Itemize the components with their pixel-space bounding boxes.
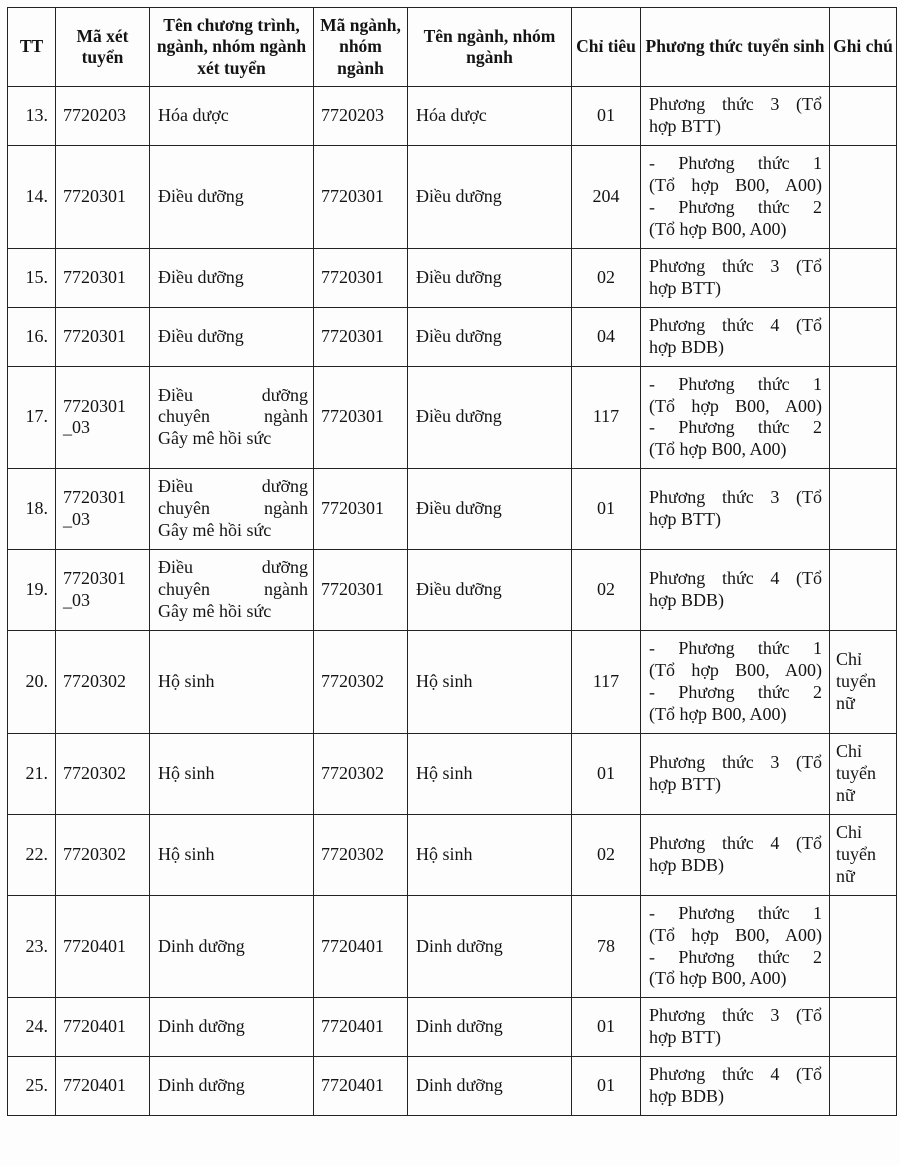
cell-line: Điều dưỡng — [158, 266, 244, 287]
col-header-ten-chuong-trinh: Tên chương trình, ngành, nhóm ngành xét tuyển — [150, 8, 314, 87]
cell-line: 7720302 — [63, 671, 126, 692]
table-row — [8, 733, 897, 814]
cell-chi-tieu: 01 — [572, 87, 641, 146]
cell-line: - Phương thức 2 — [649, 417, 822, 438]
cell-line: 7720302 — [63, 762, 126, 783]
cell-ten-nganh: Hộ sinh — [408, 733, 572, 814]
cell-line: 7720301 — [63, 325, 126, 346]
table-row — [8, 550, 897, 631]
cell-phuong-thuc — [641, 87, 830, 146]
cell-ma-nganh: 7720401 — [314, 998, 408, 1057]
cell-line: hợp BDB) — [649, 1086, 725, 1107]
cell-line: _03 — [63, 509, 90, 530]
table-row — [8, 469, 897, 550]
cell-chi-tieu: 78 — [572, 895, 641, 998]
cell-ten-chuong-trinh — [150, 145, 314, 248]
cell-ma-nganh: 7720301 — [314, 469, 408, 550]
table-row — [8, 248, 897, 307]
cell-line: (Tổ hợp B00, A00) — [649, 924, 822, 945]
cell-line: Phương thức 4 (Tổ — [649, 832, 822, 853]
cell-ten-nganh: Điều dưỡng — [408, 145, 572, 248]
cell-phuong-thuc — [641, 1057, 830, 1116]
cell-tt: 25. — [8, 1057, 56, 1116]
cell-tt: 21. — [8, 733, 56, 814]
cell-ma-xet-tuyen — [56, 87, 150, 146]
cell-ma-nganh: 7720203 — [314, 87, 408, 146]
cell-line: Phương thức 3 (Tổ — [649, 255, 822, 276]
cell-line: tuyển — [836, 762, 876, 783]
cell-ten-chuong-trinh — [150, 814, 314, 895]
table-row — [8, 814, 897, 895]
cell-line: Gây mê hồi sức — [158, 520, 272, 541]
cell-ten-chuong-trinh — [150, 895, 314, 998]
cell-line: hợp BTT) — [649, 509, 722, 530]
cell-ten-chuong-trinh — [150, 248, 314, 307]
cell-ma-xet-tuyen — [56, 550, 150, 631]
cell-line: (Tổ hợp B00, A00) — [649, 703, 787, 724]
cell-ten-nganh: Hộ sinh — [408, 814, 572, 895]
cell-chi-tieu: 02 — [572, 550, 641, 631]
cell-line: - Phương thức 1 — [649, 373, 822, 394]
cell-ma-nganh: 7720302 — [314, 814, 408, 895]
cell-ten-nganh: Dinh dưỡng — [408, 895, 572, 998]
cell-line: 7720301 — [63, 568, 126, 589]
cell-tt: 14. — [8, 145, 56, 248]
cell-line: 7720302 — [63, 843, 126, 864]
cell-line: nữ — [836, 865, 855, 886]
cell-ten-nganh: Dinh dưỡng — [408, 1057, 572, 1116]
cell-line: _03 — [63, 590, 90, 611]
table-row — [8, 366, 897, 469]
cell-line: 7720301 — [63, 266, 126, 287]
cell-line: Dinh dưỡng — [158, 935, 245, 956]
cell-ma-xet-tuyen — [56, 895, 150, 998]
cell-line: - Phương thức 1 — [649, 638, 822, 659]
cell-tt: 18. — [8, 469, 56, 550]
cell-line: Điều dưỡng — [158, 325, 244, 346]
cell-ghi-chu — [830, 895, 897, 998]
cell-ten-nganh: Hóa dược — [408, 87, 572, 146]
cell-line: nữ — [836, 692, 855, 713]
cell-ghi-chu — [830, 248, 897, 307]
table-row — [8, 87, 897, 146]
cell-ten-chuong-trinh — [150, 733, 314, 814]
cell-ma-xet-tuyen — [56, 814, 150, 895]
cell-tt: 16. — [8, 307, 56, 366]
cell-chi-tieu: 01 — [572, 469, 641, 550]
cell-line: 7720401 — [63, 935, 126, 956]
cell-ten-chuong-trinh — [150, 469, 314, 550]
cell-ten-nganh: Điều dưỡng — [408, 550, 572, 631]
cell-chi-tieu: 01 — [572, 998, 641, 1057]
cell-line: Gây mê hồi sức — [158, 428, 272, 449]
cell-tt: 20. — [8, 631, 56, 734]
cell-ma-nganh: 7720401 — [314, 1057, 408, 1116]
cell-ghi-chu — [830, 814, 897, 895]
cell-line: Phương thức 3 (Tổ — [649, 751, 822, 772]
table-row — [8, 1057, 897, 1116]
cell-line: Dinh dưỡng — [158, 1016, 245, 1037]
cell-ma-xet-tuyen — [56, 998, 150, 1057]
cell-phuong-thuc — [641, 895, 830, 998]
cell-ten-nganh: Điều dưỡng — [408, 366, 572, 469]
cell-chi-tieu: 02 — [572, 814, 641, 895]
cell-tt: 24. — [8, 998, 56, 1057]
cell-ghi-chu — [830, 307, 897, 366]
cell-line: Điều dưỡng — [158, 384, 308, 405]
cell-line: 7720301 — [63, 487, 126, 508]
col-header-ma-nganh: Mã ngành, nhóm ngành — [314, 8, 408, 87]
cell-ma-nganh: 7720301 — [314, 366, 408, 469]
cell-ten-chuong-trinh — [150, 87, 314, 146]
cell-phuong-thuc — [641, 248, 830, 307]
cell-ghi-chu — [830, 87, 897, 146]
cell-line: tuyển — [836, 843, 876, 864]
cell-line: Điều dưỡng — [158, 476, 308, 497]
cell-line: Phương thức 4 (Tổ — [649, 314, 822, 335]
cell-phuong-thuc — [641, 631, 830, 734]
cell-tt: 23. — [8, 895, 56, 998]
cell-line: Điều dưỡng — [158, 557, 308, 578]
table-body — [8, 87, 897, 1116]
cell-ten-chuong-trinh — [150, 550, 314, 631]
cell-chi-tieu: 117 — [572, 366, 641, 469]
cell-line: 7720401 — [63, 1016, 126, 1037]
cell-line: Chỉ — [836, 740, 863, 761]
cell-line: - Phương thức 2 — [649, 196, 822, 217]
cell-line: chuyên ngành — [158, 579, 308, 600]
cell-line: - Phương thức 2 — [649, 682, 822, 702]
cell-line: (Tổ hợp B00, A00) — [649, 439, 787, 460]
cell-ten-nganh: Điều dưỡng — [408, 248, 572, 307]
cell-line: 7720203 — [63, 105, 126, 125]
cell-line: Phương thức 4 (Tổ — [649, 568, 822, 589]
cell-line: Hóa dược — [158, 105, 229, 125]
col-header-tt: TT — [8, 8, 56, 87]
cell-chi-tieu: 02 — [572, 248, 641, 307]
cell-phuong-thuc — [641, 145, 830, 248]
cell-line: Chỉ — [836, 821, 863, 842]
cell-ma-nganh: 7720301 — [314, 550, 408, 631]
cell-ghi-chu — [830, 366, 897, 469]
cell-line: Phương thức 4 (Tổ — [649, 1064, 822, 1085]
cell-line: (Tổ hợp B00, A00) — [649, 218, 787, 239]
cell-ghi-chu — [830, 733, 897, 814]
cell-ten-chuong-trinh — [150, 631, 314, 734]
cell-chi-tieu: 04 — [572, 307, 641, 366]
cell-line: hợp BDB) — [649, 854, 725, 875]
cell-ghi-chu — [830, 469, 897, 550]
cell-line: hợp BTT) — [649, 1027, 722, 1048]
cell-ghi-chu — [830, 145, 897, 248]
cell-line: Hộ sinh — [158, 671, 215, 692]
cell-ma-xet-tuyen — [56, 631, 150, 734]
cell-line: - Phương thức 2 — [649, 946, 822, 967]
cell-line: Điều dưỡng — [158, 185, 244, 206]
admission-quota-table — [7, 7, 897, 1116]
cell-line: hợp BTT) — [649, 773, 722, 794]
table-row — [8, 631, 897, 734]
cell-line: Phương thức 3 (Tổ — [649, 1005, 822, 1026]
cell-line: - Phương thức 1 — [649, 902, 822, 923]
cell-tt: 15. — [8, 248, 56, 307]
col-header-chi-tieu: Chỉ tiêu — [572, 8, 641, 87]
cell-line: Gây mê hồi sức — [158, 601, 272, 622]
cell-ten-nganh: Điều dưỡng — [408, 307, 572, 366]
cell-line: chuyên ngành — [158, 406, 308, 427]
cell-line: Hộ sinh — [158, 843, 215, 864]
cell-line: hợp BTT) — [649, 115, 722, 136]
cell-ma-xet-tuyen — [56, 145, 150, 248]
cell-ma-xet-tuyen — [56, 1057, 150, 1116]
cell-line: tuyển — [836, 671, 876, 692]
cell-line: Hộ sinh — [158, 762, 215, 783]
cell-phuong-thuc — [641, 366, 830, 469]
cell-chi-tieu: 117 — [572, 631, 641, 734]
cell-chi-tieu: 204 — [572, 145, 641, 248]
cell-phuong-thuc — [641, 469, 830, 550]
cell-ten-nganh: Dinh dưỡng — [408, 998, 572, 1057]
cell-ma-nganh: 7720301 — [314, 307, 408, 366]
cell-phuong-thuc — [641, 733, 830, 814]
cell-ten-chuong-trinh — [150, 1057, 314, 1116]
cell-ghi-chu — [830, 1057, 897, 1116]
cell-line: - Phương thức 1 — [649, 152, 822, 173]
cell-line: hợp BTT) — [649, 277, 722, 298]
cell-ma-xet-tuyen — [56, 469, 150, 550]
table-row — [8, 307, 897, 366]
cell-line: Phương thức 3 (Tổ — [649, 487, 822, 508]
cell-line: (Tổ hợp B00, A00) — [649, 660, 822, 681]
cell-phuong-thuc — [641, 550, 830, 631]
cell-line: 7720301 — [63, 185, 126, 206]
cell-ghi-chu — [830, 998, 897, 1057]
cell-line: (Tổ hợp B00, A00) — [649, 968, 787, 989]
col-header-ten-nganh: Tên ngành, nhóm ngành — [408, 8, 572, 87]
cell-ghi-chu — [830, 550, 897, 631]
cell-line: 7720301 — [63, 395, 126, 416]
cell-phuong-thuc — [641, 307, 830, 366]
cell-ma-xet-tuyen — [56, 733, 150, 814]
cell-tt: 22. — [8, 814, 56, 895]
cell-ten-nganh: Điều dưỡng — [408, 469, 572, 550]
cell-chi-tieu: 01 — [572, 1057, 641, 1116]
cell-chi-tieu: 01 — [572, 733, 641, 814]
cell-ma-nganh: 7720302 — [314, 631, 408, 734]
cell-line: hợp BDB) — [649, 590, 725, 611]
cell-line: hợp BDB) — [649, 336, 725, 357]
col-header-ma-xet-tuyen: Mã xét tuyển — [56, 8, 150, 87]
cell-line: 7720401 — [63, 1075, 126, 1096]
table-row — [8, 998, 897, 1057]
header-row — [8, 8, 897, 87]
table-row — [8, 145, 897, 248]
cell-line: (Tổ hợp B00, A00) — [649, 174, 822, 195]
col-header-ghi-chu: Ghi chú — [830, 8, 897, 87]
table-row — [8, 895, 897, 998]
cell-ten-nganh: Hộ sinh — [408, 631, 572, 734]
cell-ten-chuong-trinh — [150, 998, 314, 1057]
cell-line: Chỉ — [836, 649, 863, 670]
cell-phuong-thuc — [641, 998, 830, 1057]
cell-line: (Tổ hợp B00, A00) — [649, 395, 822, 416]
cell-line: _03 — [63, 417, 90, 438]
cell-phuong-thuc — [641, 814, 830, 895]
cell-ma-nganh: 7720301 — [314, 248, 408, 307]
cell-ma-nganh: 7720401 — [314, 895, 408, 998]
cell-line: Dinh dưỡng — [158, 1075, 245, 1096]
cell-tt: 19. — [8, 550, 56, 631]
cell-ma-nganh: 7720301 — [314, 145, 408, 248]
cell-ten-chuong-trinh — [150, 307, 314, 366]
cell-line: Phương thức 3 (Tổ — [649, 94, 822, 115]
cell-ma-nganh: 7720302 — [314, 733, 408, 814]
cell-ghi-chu — [830, 631, 897, 734]
cell-ma-xet-tuyen — [56, 307, 150, 366]
cell-line: nữ — [836, 784, 855, 805]
col-header-phuong-thuc: Phương thức tuyển sinh — [641, 8, 830, 87]
cell-ma-xet-tuyen — [56, 248, 150, 307]
cell-tt: 13. — [8, 87, 56, 146]
table-header — [8, 8, 897, 87]
cell-line: chuyên ngành — [158, 498, 308, 519]
cell-ma-xet-tuyen — [56, 366, 150, 469]
cell-tt: 17. — [8, 366, 56, 469]
cell-ten-chuong-trinh — [150, 366, 314, 469]
